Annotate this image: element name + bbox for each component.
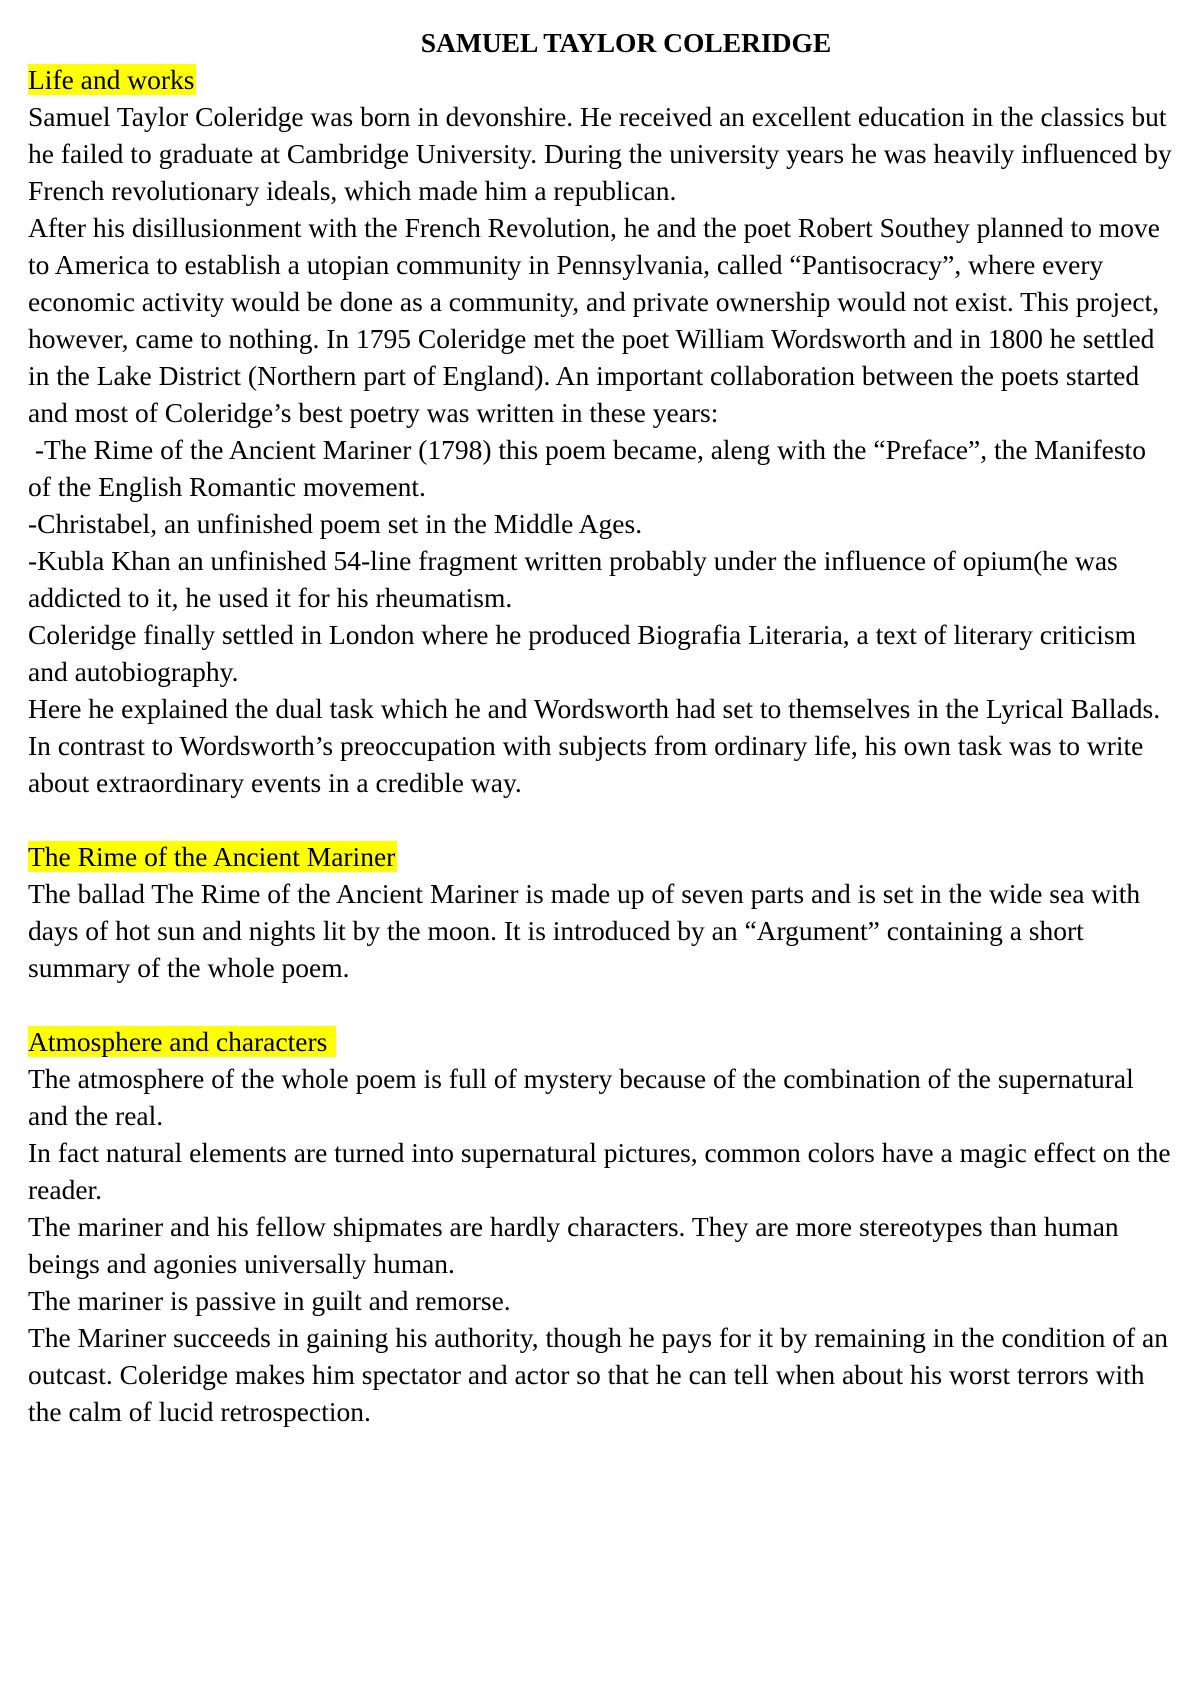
paragraph: The Mariner succeeds in gaining his authority, though he pays for it by remaining in the condition of an outcast. Coleridge makes him spectator and actor so that he can tell when about his worst terrors with the calm of lucid retrospection. xyxy=(28,1322,1168,1427)
section-rime-of-the-ancient-mariner xyxy=(28,838,1174,986)
section-heading xyxy=(28,61,1174,98)
list-item-paragraph: -Christabel, an unfinished poem set in the Middle Ages. xyxy=(28,508,643,539)
paragraph: Here he explained the dual task which he and Wordsworth had set to themselves in the Lyrical Ballads. In contrast to Wordsworth’s preoccupation with subjects from ordinary life, his own task was to write about extraordinary events in a credible way. xyxy=(28,693,1161,798)
paragraph: The mariner and his fellow shipmates are hardly characters. They are more stereotypes than human beings and agonies universally human. xyxy=(28,1211,1119,1279)
section-heading xyxy=(28,838,1174,875)
highlighted-heading-text: Life and works xyxy=(28,64,195,95)
highlighted-heading-text: The Rime of the Ancient Mariner xyxy=(28,841,396,872)
list-item-paragraph: -The Rime of the Ancient Mariner (1798) this poem became, aleng with the “Preface”, the Manifesto of the English Romantic movement. xyxy=(28,434,1153,502)
section-atmosphere-and-characters xyxy=(28,1023,1174,1430)
list-item-paragraph: -Kubla Khan an unfinished 54-line fragment written probably under the influence of opium(he was addicted to it, he used it for his rheumatism. xyxy=(28,545,1118,613)
paragraph: The mariner is passive in guilt and remorse. xyxy=(28,1285,511,1316)
section-life-and-works xyxy=(28,61,1174,801)
paragraph: In fact natural elements are turned into supernatural pictures, common colors have a magic effect on the reader. xyxy=(28,1137,1171,1205)
paragraph: Coleridge finally settled in London where he produced Biografia Literaria, a text of literary criticism and autobiography. xyxy=(28,619,1137,687)
section-heading xyxy=(28,1023,1174,1060)
blank-line xyxy=(28,801,1174,838)
paragraph: Samuel Taylor Coleridge was born in devonshire. He received an excellent education in the classics but he failed to graduate at Cambridge University. During the university years he was heavily influenced by French revolutionary ideals, which made him a republican. xyxy=(28,101,1172,206)
highlighted-heading-text: Atmosphere and characters xyxy=(28,1026,335,1057)
paragraph: The atmosphere of the whole poem is full of mystery because of the combination of the supernatural and the real. xyxy=(28,1063,1134,1131)
paragraph: After his disillusionment with the French Revolution, he and the poet Robert Southey planned to move to America to establish a utopian community in Pennsylvania, called “Pantisocracy”, where every economic activity would be done as a community, and private ownership would not exist. This project, however, came to nothing. In 1795 Coleridge met the poet William Wordsworth and in 1800 he settled in the Lake District (Northern part of England). An important collaboration between the poets started and most of Coleridge’s best poetry was written in these years: xyxy=(28,212,1160,428)
paragraph: The ballad The Rime of the Ancient Mariner is made up of seven parts and is set in the wide sea with days of hot sun and nights lit by the moon. It is introduced by an “Argument” containing a short summary of the whole poem. xyxy=(28,878,1141,983)
blank-line xyxy=(28,986,1174,1023)
document-title: SAMUEL TAYLOR COLERIDGE xyxy=(420,27,832,58)
document-page xyxy=(28,24,1174,1430)
